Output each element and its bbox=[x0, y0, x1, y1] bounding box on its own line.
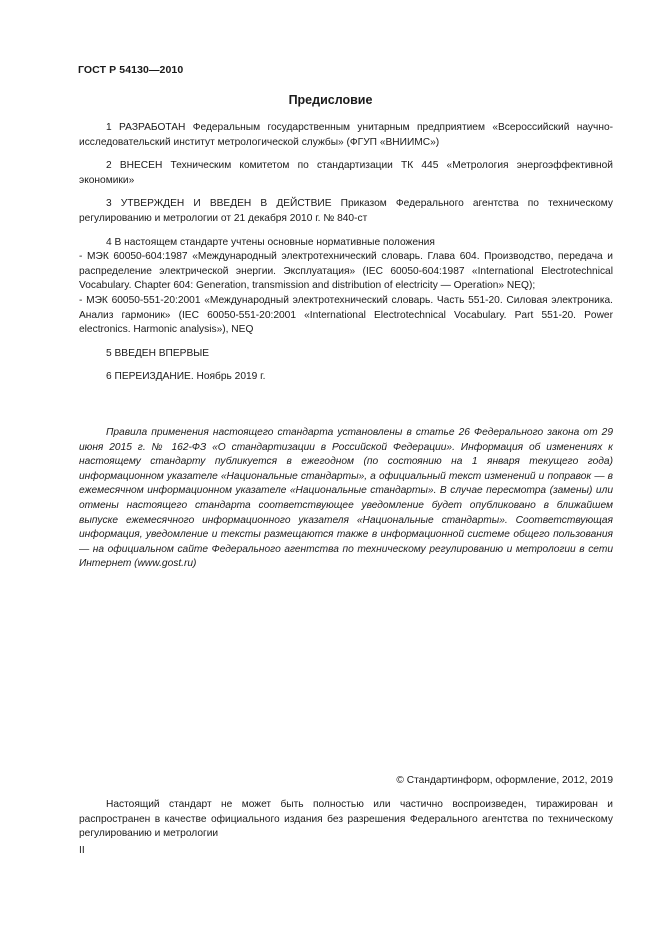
foreword-content bbox=[79, 121, 613, 394]
document-code: ГОСТ Р 54130—2010 bbox=[78, 64, 184, 76]
page-number: II bbox=[79, 845, 85, 856]
standard-usage-notice: Правила применения настоящего стандарта установлены в статье 26 Федерального закона от 29 июня 2015 г. № 162-ФЗ «О стандартизации в Российской Федерации». Информация об изменениях к настоящему стандарту публикуется в ежегодном (по состоянию на 1 января текущего года) информационном указателе «Национальные стандарты», а официальный текст изменений и поправок — в ежемесячном информационном указателе «Национальные стандарты». В случае пересмотра (замены) или отмены настоящего стандарта соответствующее уведомление будет опубликовано в ближайшем выпуске ежемесячного информационного указателя «Национальные стандарты». Соответствующая информация, уведомление и тексты размещаются также в информационной системе общего пользования — на официальном сайте Федерального агентства по техническому регулированию и метрологии в сети Интернет (www.gost.ru) bbox=[79, 427, 613, 570]
foreword-item-5: 5 ВВЕДЕН ВПЕРВЫЕ bbox=[106, 347, 210, 359]
foreword-item-4-ref-1: - МЭК 60050-604:1987 «Международный электротехнический словарь. Глава 604. Производство, передача и распределение электрической энергии. Эксплуатация» (IEC 60050-604:1987 «International Electrotechnical Vocabulary. Chapter 604: Generation, transmission and distribution of electricity — Operation» NEQ); bbox=[79, 251, 613, 292]
foreword-item-1: 1 РАЗРАБОТАН Федеральным государственным унитарным предприятием «Всероссийский научно-исследовательский институт метрологической службы» (ФГУП «ВНИИМС») bbox=[79, 122, 613, 148]
foreword-item-4 bbox=[79, 236, 613, 338]
reprint-restriction: Настоящий стандарт не может быть полностью или частично воспроизведен, тиражирован и распространен в качестве официального издания без разрешения Федерального агентства по техническому регулированию и метрологии bbox=[79, 799, 613, 840]
copyright-line: © Стандартинформ, оформление, 2012, 2019 bbox=[396, 775, 613, 786]
foreword-item-2: 2 ВНЕСЕН Техническим комитетом по стандартизации ТК 445 «Метрология энергоэффективной экономики» bbox=[79, 160, 613, 186]
foreword-item-3: 3 УТВЕРЖДЕН И ВВЕДЕН В ДЕЙСТВИЕ Приказом Федерального агентства по техническому регулированию и метрологии от 21 декабря 2010 г. № 840-ст bbox=[79, 198, 613, 224]
foreword-item-6: 6 ПЕРЕИЗДАНИЕ. Ноябрь 2019 г. bbox=[106, 371, 266, 383]
page-title: Предисловие bbox=[288, 93, 373, 107]
foreword-item-4-intro: 4 В настоящем стандарте учтены основные нормативные положения bbox=[106, 236, 435, 248]
foreword-item-4-ref-2: - МЭК 60050-551-20:2001 «Международный электротехнический словарь. Часть 551-20. Силовая электроника. Анализ гармоник» (IEC 60050-551-20:2001 «International Electrotechnical Vocabulary. Part 551-20. Power electronics. Harmonic analysis»), NEQ bbox=[79, 294, 613, 336]
